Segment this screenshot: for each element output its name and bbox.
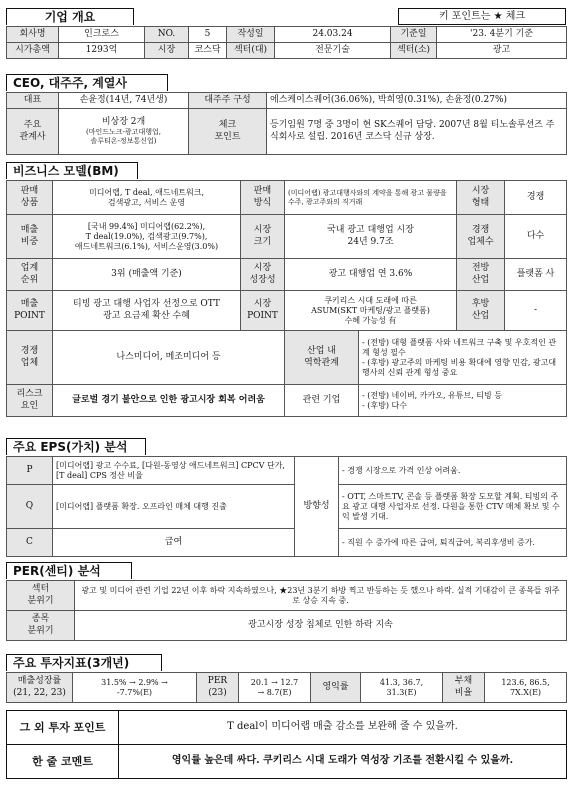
bm-r3-l1: 업계 순위 [7, 259, 53, 291]
basis-label: 기준일 [391, 27, 437, 43]
comment-value: 영익률 높은데 싸다. 쿠키리스 시대 도래가 역성장 기조를 전환시킬 수 있을까. [119, 745, 567, 779]
bm-r5-l1: 경쟁 업체 [7, 331, 53, 385]
bm-r6-front: - (전방) 네이버, 카카오, 유튜브, 티빙 등 [362, 390, 503, 400]
bm-r5-v1: 나스미디어, 메조미디어 등 [53, 331, 285, 385]
bm-r5-front: - (전방) 대형 플랫폼 사와 네트워크 구축 및 우호적인 관계 형성 필수 [362, 337, 557, 357]
section-title-overview: 기업 개요 [6, 8, 134, 25]
bm-r3-l2: 시장 성장성 [241, 259, 285, 291]
debt-ratio-value: 123.6, 86.5, 7X.X(E) [485, 673, 567, 703]
rep-value: 손윤정(14년, 74년생) [59, 93, 189, 109]
eps-q-label: Q [7, 485, 53, 529]
eps-q-value: [미디어랩] 플랫폼 확장. 오프라인 매체 대행 진출 [53, 485, 295, 529]
bm-r1-v2: (미디어랩) 광고대행사와의 계약을 통해 광고 물량을 수주, 광고주와의 직거래 [285, 181, 457, 215]
date-label: 작성일 [227, 27, 275, 43]
bm-r3-v2: 광고 대행업 연 3.6% [285, 259, 457, 291]
bm-r6-l2: 관련 기업 [285, 385, 359, 417]
sales-growth-value: 31.5% → 2.9% → -7.7%(E) [73, 673, 197, 703]
eps-c-label: C [7, 529, 53, 557]
check-label: 체크 포인트 [189, 109, 267, 155]
bm-r2-l3: 경쟁 업체수 [457, 215, 505, 259]
bm-r4-v2: 쿠키리스 시대 도래에 따른 ASUM(SKT 마케팅/광고 플랫폼) 수혜 가능성 有 [285, 291, 457, 331]
bm-r1-l1: 판매 상품 [7, 181, 53, 215]
per-label: PER (23) [197, 673, 239, 703]
section-title-per: PER(센티) 분석 [6, 562, 132, 579]
sector-s-value: 광고 [437, 43, 567, 59]
bm-r2-v1: [국내 99.4%] 미디어랩(62.2%), T deal(19.0%), 검색광고(9.7%), 애드네트워크(6.1%), 서비스운영(3.0%) [53, 215, 241, 259]
bm-r3-l3: 전방 산업 [457, 259, 505, 291]
comment-label: 한 줄 코멘트 [7, 745, 119, 779]
eps-p-dir: - 경쟁 시장으로 가격 인상 어려움. [339, 457, 567, 485]
bm-r2-v3: 다수 [505, 215, 567, 259]
bm-r5-v2 [359, 331, 567, 385]
sector-l-value: 전문기술 [275, 43, 391, 59]
keypoint-note: 키 포인트는 ★ 체크 [398, 8, 566, 25]
company-label: 회사명 [7, 27, 59, 43]
market-label: 시장 [145, 43, 189, 59]
no-label: NO. [145, 27, 189, 43]
bm-r2-l1: 매출 비중 [7, 215, 53, 259]
mcap-value: 1293억 [59, 43, 145, 59]
eps-p-label: P [7, 457, 53, 485]
date-value: 24.03.24 [275, 27, 391, 43]
no-value: 5 [189, 27, 227, 43]
overview-table [6, 26, 567, 59]
sector-s-label: 섹터(소) [391, 43, 437, 59]
bm-r1-l3: 시장 형태 [457, 181, 505, 215]
op-margin-label: 영익률 [311, 673, 361, 703]
holder-value: 에스케이스퀘어(36.06%), 박희영(0.31%), 손윤정(0.27%) [267, 93, 567, 109]
bm-r4-v3: - [505, 291, 567, 331]
eps-table [6, 456, 567, 557]
bm-r5-back: - (후방) 광고주의 마케팅 비용 확대에 영향 민감, 광고대행사의 신뢰 관계 형성 중요 [362, 357, 557, 377]
holder-label: 대주주 구성 [189, 93, 267, 109]
sector-l-label: 섹터(대) [227, 43, 275, 59]
sales-growth-label: 매출성장률 (21, 22, 23) [7, 673, 73, 703]
per-sector-value: 광고 및 미디어 관련 기업 22년 이후 하락 지속하였으나, ★23년 3분기 하방 찍고 반등하는 듯 했으나 하락. 실적 기대감이 큰 종목들 위주로 상승 지속 중. [75, 581, 567, 611]
indicators-table [6, 672, 567, 703]
debt-ratio-label: 부채 비율 [443, 673, 485, 703]
section-title-ceo: CEO, 대주주, 계열사 [6, 74, 168, 91]
bm-r6-v1: 글로벌 경기 불안으로 인한 광고시장 회복 어려움 [53, 385, 285, 417]
eps-c-value: 급여 [53, 529, 295, 557]
bm-r2-v2: 국내 광고 대행업 시장 24년 9.7조 [285, 215, 457, 259]
rep-label: 대표 [7, 93, 59, 109]
eps-q-dir: - OTT, 스마트TV, 콘솔 등 플랫폼 확장 도모할 계획. 티빙의 주요 광고 대행 사업자로 선정. 다원을 통한 CTV 매체 확보 및 수익 발생 기대. [339, 485, 567, 529]
bm-r4-v1: 티빙 광고 대행 사업자 선정으로 OTT 광고 요금제 확산 수혜 [53, 291, 241, 331]
per-sector-label: 섹터 분위기 [7, 581, 75, 611]
eps-p-value: [미디어랩] 광고 수수료, [다원-동영상 애드네트워크] CPCV 단가, [T deal] CPS 정산 비율 [53, 457, 295, 485]
eps-c-dir: - 직원 수 증가에 따른 급여, 퇴직급여, 복리후생비 증가. [339, 529, 567, 557]
per-table [6, 580, 567, 641]
section-title-bm: 비즈니스 모델(BM) [6, 162, 138, 179]
per-stock-label: 종목 분위기 [7, 611, 75, 641]
check-value: 등기임원 7명 중 3명이 현 SK스퀘어 담당. 2007년 8월 티노솔루션즈 주식회사로 설립. 2016년 코스닥 신규 상장. [267, 109, 567, 155]
eps-direction-label: 방향성 [295, 457, 339, 557]
mcap-label: 시가총액 [7, 43, 59, 59]
bm-r2-l2: 시장 크기 [241, 215, 285, 259]
bm-r6-v2 [359, 385, 567, 417]
affil-sub: (마인드노크-광고대행업, 솔루티온-정보통신업) [86, 128, 161, 146]
ceo-table [6, 92, 567, 155]
affil-main: 비상장 2개 [101, 117, 146, 128]
per-value: 20.1 → 12.7 → 8.7(E) [239, 673, 311, 703]
op-margin-value: 41.3, 36.7, 31.3(E) [361, 673, 443, 703]
bm-r1-v1: 미디어랩, T deal, 애드네트워크, 검색광고, 서비스 운영 [53, 181, 241, 215]
bm-r6-back: - (후방) 다수 [362, 400, 407, 410]
bm-r6-l1: 리스크 요인 [7, 385, 53, 417]
market-value: 코스닥 [189, 43, 227, 59]
section-title-eps: 주요 EPS(가치) 분석 [6, 438, 146, 455]
bm-r4-l2: 시장 POINT [241, 291, 285, 331]
summary-table [6, 710, 567, 779]
company-name: 인크로스 [59, 27, 145, 43]
section-title-indicators: 주요 투자지표(3개년) [6, 654, 162, 671]
per-stock-value: 광고시장 성장 침체로 인한 하락 지속 [75, 611, 567, 641]
bm-r5-l2: 산업 내 역학관계 [285, 331, 359, 385]
bm-r1-l2: 판매 방식 [241, 181, 285, 215]
bm-r1-v3: 경쟁 [505, 181, 567, 215]
affil-cell [59, 109, 189, 155]
basis-value: '23. 4분기 기준 [437, 27, 567, 43]
bm-table [6, 180, 567, 417]
bm-r4-l1: 매출 POINT [7, 291, 53, 331]
affil-label: 주요 관계사 [7, 109, 59, 155]
bm-r3-v3: 플랫폼 사 [505, 259, 567, 291]
bm-r3-v1: 3위 (매출액 기준) [53, 259, 241, 291]
other-point-value: T deal이 미디어랩 매출 감소를 보완해 줄 수 있을까. [119, 711, 567, 745]
other-point-label: 그 외 투자 포인트 [7, 711, 119, 745]
bm-r4-l3: 후방 산업 [457, 291, 505, 331]
